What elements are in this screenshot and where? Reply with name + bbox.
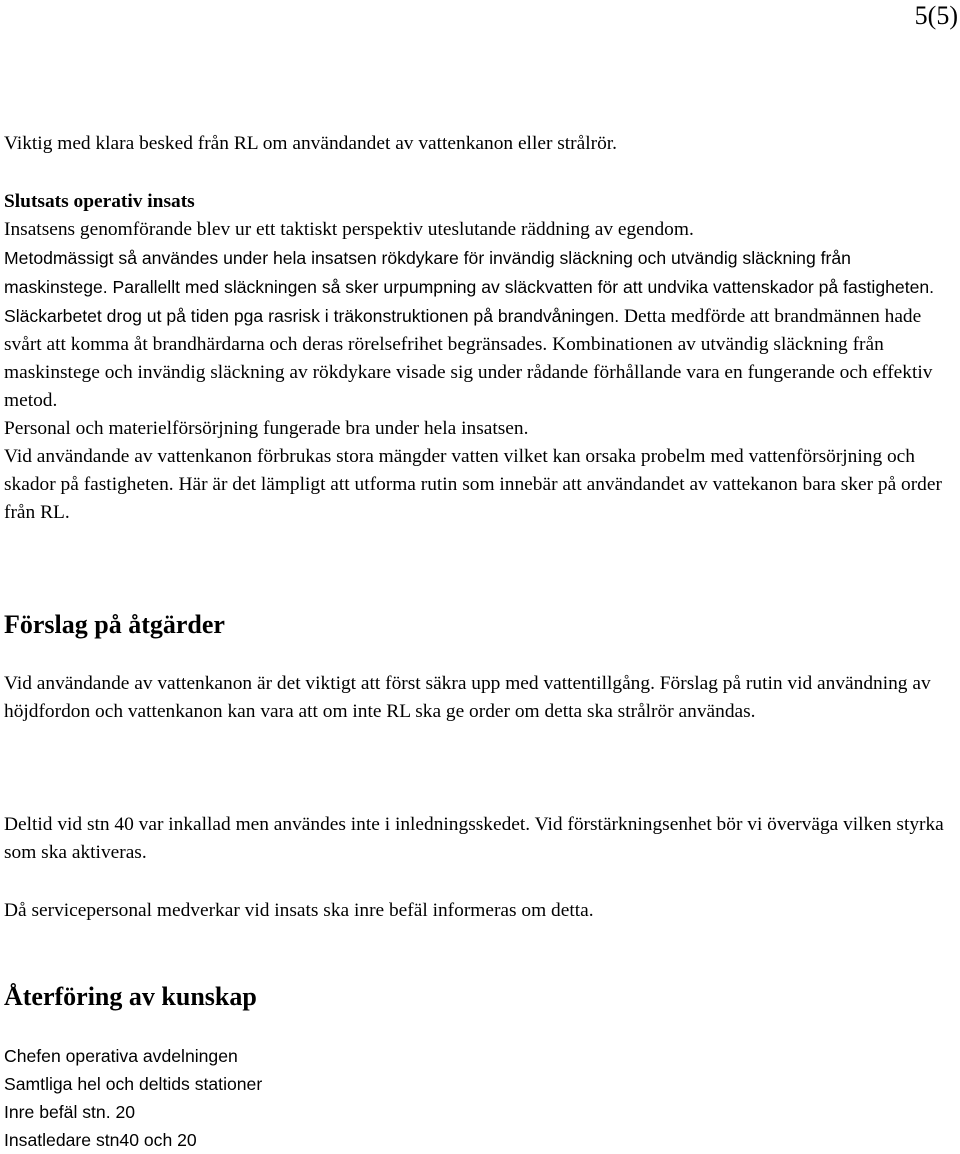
actions-p1-text: Vid användande av vattenkanon är det viktigt att först säkra upp med vattentillgång. Förslag på rutin vid användning av höjdfordon och vattenkanon kan vara att om inte RL ska ge order om detta ska strålrör användas. (4, 673, 931, 722)
conclusion-method-serif-c: Kombinationen av utvändig släckning från maskinstege och invändig släckning av rökdykare visade sig under rådande förhållande vara en fungerande och effektiv metod. (4, 334, 933, 411)
conclusion-water-paragraph: Vid användande av vattenkanon förbrukas stora mängder vatten vilket kan orsaka probelm med vattenförsörjning och skador på fastigheten. Här är det lämpligt att utforma rutin som innebär att användandet av vattekanon bara sker på order från RL. (4, 446, 942, 523)
conclusion-heading: Slutsats operativ insats (4, 191, 195, 212)
recipient-item: Chefen operativa avdelningen (4, 1046, 238, 1066)
actions-p3-text: Då servicepersonal medverkar vid insats ska inre befäl informeras om detta. (4, 900, 594, 921)
actions-paragraph-3 (4, 897, 954, 925)
conclusion-method-paragraph (4, 244, 954, 415)
recipient-list (4, 1042, 262, 1154)
intro-text: Viktig med klara besked från RL om användandet av vattenkanon eller strålrör. (4, 133, 618, 154)
actions-heading: Förslag på åtgärder (4, 610, 225, 639)
conclusion-method-sans-b: Parallellt med släckningen så sker urpumpning av släckvatten för att undvika vattenskador på fastigheten. (107, 277, 935, 297)
recipient-item: Insatledare stn40 och 20 (4, 1130, 197, 1150)
conclusion-personal-line: Personal och materielförsörjning fungerade bra under hela insatsen. (4, 418, 529, 439)
conclusion-line-1: Insatsens genomförande blev ur ett taktiskt perspektiv uteslutande räddning av egendom. (4, 219, 694, 240)
feedback-heading: Återföring av kunskap (4, 982, 257, 1011)
conclusion-method-serif-a: Släckarbetet drog ut på tiden pga rasrisk i träkonstruktionen på brandvåningen. (4, 306, 620, 326)
actions-paragraph-1 (4, 670, 954, 726)
conclusion-section (4, 188, 954, 527)
recipient-item: Samtliga hel och deltids stationer (4, 1074, 263, 1094)
recipient-item: Inre befäl stn. 20 (4, 1102, 136, 1122)
actions-p2-text: Deltid vid stn 40 var inkallad men användes inte i inledningsskedet. Vid förstärkningsenhet bör vi överväga vilken styrka som ska aktiveras. (4, 814, 944, 863)
intro-paragraph (4, 130, 954, 158)
conclusion-method-sans-a: Metodmässigt så användes under hela insatsen rökdykare för invändig släckning och utvändig släckning från maskinstege. (4, 248, 851, 297)
conclusion-method-serif-b: Detta medförde att brandmännen hade svårt att komma åt brandhärdarna och deras rörelsefrihet begränsades. (4, 306, 922, 355)
page-number: 5(5) (914, 1, 958, 30)
actions-paragraph-2 (4, 811, 954, 867)
